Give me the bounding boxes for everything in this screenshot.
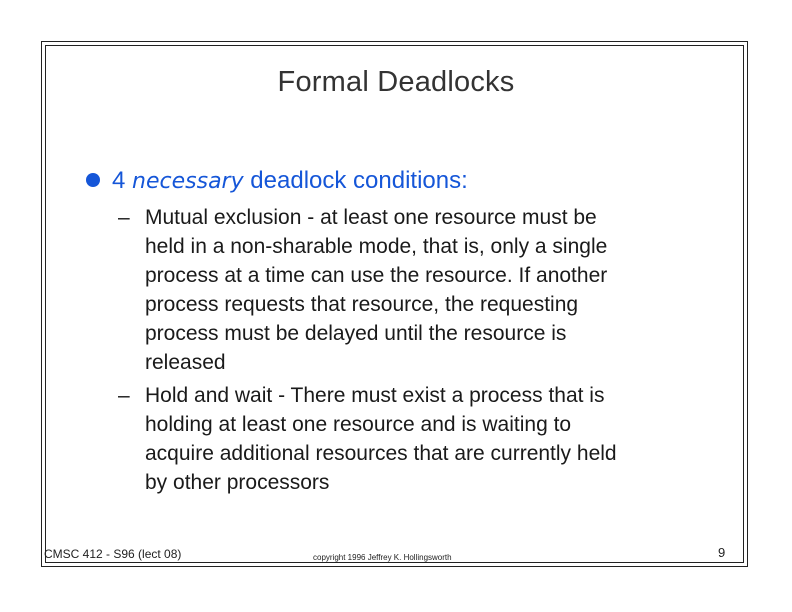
- main-bullet: [86, 167, 468, 195]
- bullet-dot-icon: [86, 173, 100, 187]
- subpoint-hold-and-wait: [118, 381, 617, 497]
- footer-copyright: copyright 1996 Jeffrey K. Hollingsworth: [313, 553, 452, 562]
- subpoint-dash: –: [118, 206, 130, 229]
- subpoint-line: Hold and wait - There must exist a process that is: [145, 384, 605, 407]
- slide-title: Formal Deadlocks: [277, 66, 515, 98]
- subpoint-line: process must be delayed until the resource is: [145, 322, 567, 345]
- subpoint-line: process at a time can use the resource. If another: [145, 264, 608, 287]
- subpoint-line: holding at least one resource and is waiting to: [145, 413, 572, 436]
- bullet-number: 4: [112, 167, 126, 194]
- bullet-text: deadlock conditions:: [250, 167, 468, 194]
- footer-course: CMSC 412 - S96 (lect 08): [44, 547, 182, 561]
- subpoint-line: released: [145, 351, 226, 374]
- subpoint-line: acquire additional resources that are currently held: [145, 442, 617, 465]
- subpoint-mutual-exclusion: [118, 203, 607, 377]
- page-number: 9: [718, 545, 726, 560]
- subpoint-dash: –: [118, 384, 130, 407]
- subpoint-line: process requests that resource, the requesting: [145, 293, 579, 316]
- subpoint-line: held in a non-sharable mode, that is, only a single: [145, 235, 608, 258]
- bullet-emphasis: necessary: [132, 169, 244, 194]
- subpoint-line: Mutual exclusion - at least one resource must be: [145, 206, 597, 229]
- subpoint-line: by other processors: [145, 471, 330, 494]
